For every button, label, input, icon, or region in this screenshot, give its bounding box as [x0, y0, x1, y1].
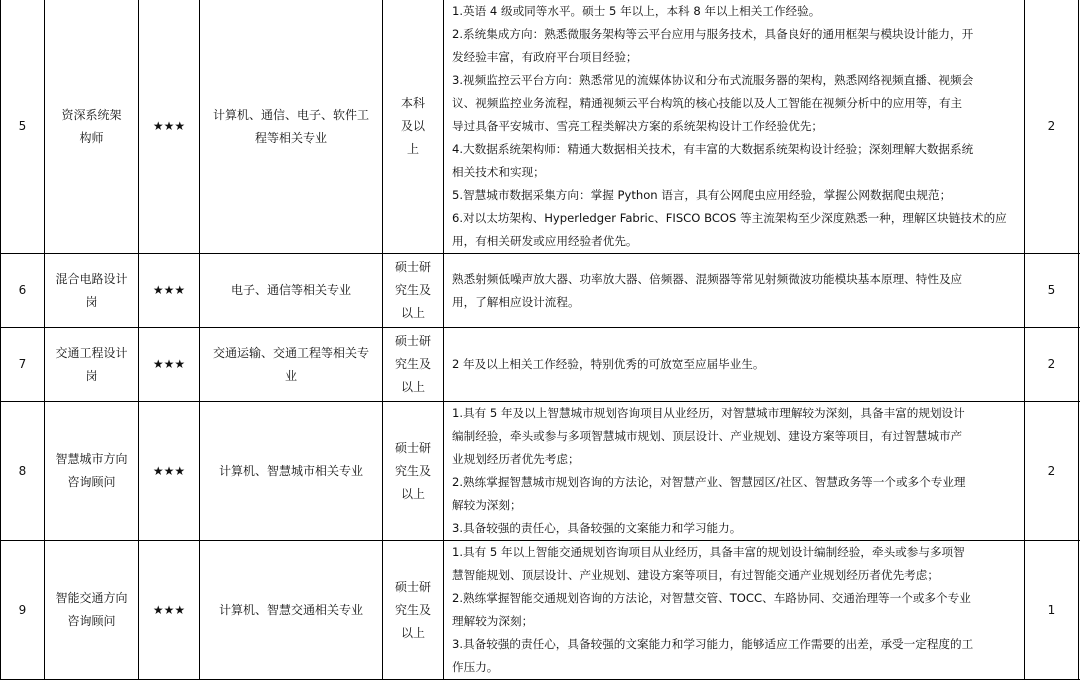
education-requirement: [383, 254, 444, 328]
description-line: 2.系统集成方向：熟悉微服务架构等云平台应用与服务技术，具备良好的通用框架与模块设计能力，开: [452, 23, 1016, 46]
education-requirement: [383, 402, 444, 541]
description-line: 导过具备平安城市、雪亮工程类解决方案的系统架构设计工作经验优先；: [452, 115, 1016, 138]
job-description: [444, 402, 1025, 541]
description-line: 2 年及以上相关工作经验，特别优秀的可放宽至应届毕业生。: [452, 353, 1016, 376]
table-row: [1, 402, 1080, 541]
job-title: [45, 0, 139, 254]
description-line: 1.具有 5 年及以上智慧城市规划咨询项目从业经历，对智慧城市理解较为深刻，具备丰富的规划设计: [452, 402, 1016, 425]
major-text: 交通运输、交通工程等相关专业: [208, 342, 374, 388]
job-title: [45, 328, 139, 402]
job-description: [444, 541, 1025, 680]
description-line: 1.英语 4 级或同等水平。硕士 5 年以上，本科 8 年以上相关工作经验。: [452, 0, 1016, 23]
education-text: 硕士研究生及以上: [393, 437, 433, 506]
job-title: [45, 541, 139, 680]
description-line: 1.具有 5 年以上智能交通规划咨询项目从业经历，具备丰富的规划设计编制经验，牵头或参与多项智: [452, 541, 1016, 564]
headcount: 2: [1025, 402, 1079, 541]
job-title: [45, 402, 139, 541]
row-number: 6: [1, 254, 45, 328]
headcount: 5: [1025, 254, 1079, 328]
education-requirement: [383, 0, 444, 254]
education-text: 本科及以上: [398, 92, 428, 161]
job-title: [45, 254, 139, 328]
job-description: [444, 254, 1025, 328]
table-row: [1, 541, 1080, 680]
description-line: 2.熟练掌握智能交通规划咨询的方法论，对智慧交管、TOCC、车路协同、交通治理等一个或多个专业: [452, 587, 1016, 610]
description-line: 4.大数据系统架构师：精通大数据相关技术，有丰富的大数据系统架构设计经验；深刻理解大数据系统: [452, 138, 1016, 161]
job-title-text: 交通工程设计岗: [52, 342, 132, 388]
description-line: 6.对以太坊架构、Hyperledger Fabric、FISCO BCOS 等主流架构至少深度熟悉一种，理解区块链技术的应: [452, 207, 1016, 230]
major-requirement: 计算机、智慧交通相关专业: [200, 541, 383, 680]
job-title-text: 智能交通方向咨询顾问: [52, 587, 132, 633]
headcount: 1: [1025, 541, 1079, 680]
education-requirement: [383, 541, 444, 680]
description-line: 议、视频监控业务流程，精通视频云平台构筑的核心技能以及人工智能在视频分析中的应用等，有主: [452, 92, 1016, 115]
star-rating: ★★★: [139, 541, 200, 680]
description-line: 熟悉射频低噪声放大器、功率放大器、倍频器、混频器等常见射频微波功能模块基本原理、特性及应: [452, 268, 1016, 291]
row-number: 5: [1, 0, 45, 254]
description-line: 相关技术和实现；: [452, 161, 1016, 184]
description-line: 3.视频监控云平台方向：熟悉常见的流媒体协议和分布式流服务器的架构，熟悉网络视频直播、视频会: [452, 69, 1016, 92]
major-requirement: [200, 328, 383, 402]
education-text: 硕士研究生及以上: [393, 330, 433, 399]
job-title-text: 混合电路设计岗: [52, 268, 132, 314]
star-rating: ★★★: [139, 0, 200, 254]
table-row: [1, 328, 1080, 402]
description-line: 2.熟练掌握智慧城市规划咨询的方法论，对智慧产业、智慧园区/社区、智慧政务等一个或多个专业理: [452, 471, 1016, 494]
row-number: 8: [1, 402, 45, 541]
job-title-text: 资深系统架构师: [57, 104, 127, 150]
description-line: 慧智能规划、顶层设计、产业规划、建设方案等项目，有过智能交通产业规划经历者优先考虑；: [452, 564, 1016, 587]
star-rating: ★★★: [139, 254, 200, 328]
headcount: 2: [1025, 328, 1079, 402]
description-line: 用，了解相应设计流程。: [452, 291, 1016, 314]
description-line: 业规划经历者优先考虑；: [452, 448, 1016, 471]
description-line: 5.智慧城市数据采集方向：掌握 Python 语言，具有公网爬虫应用经验，掌握公网数据爬虫规范；: [452, 184, 1016, 207]
description-line: 3.具备较强的责任心，具备较强的文案能力和学习能力。: [452, 517, 1016, 540]
row-number: 9: [1, 541, 45, 680]
description-line: 用，有相关研发或应用经验者优先。: [452, 230, 1016, 253]
description-line: 发经验丰富，有政府平台项目经验；: [452, 46, 1016, 69]
table-row: [1, 0, 1080, 254]
row-number: 7: [1, 328, 45, 402]
description-line: 理解较为深刻；: [452, 610, 1016, 633]
description-line: 编制经验，牵头或参与多项智慧城市规划、顶层设计、产业规划、建设方案等项目，有过智慧城市产: [452, 425, 1016, 448]
table-body: [1, 0, 1080, 680]
star-rating: ★★★: [139, 402, 200, 541]
education-requirement: [383, 328, 444, 402]
major-text: 计算机、通信、电子、软件工程等相关专业: [208, 104, 374, 150]
job-title-text: 智慧城市方向咨询顾问: [52, 448, 132, 494]
description-line: 作压力。: [452, 656, 1016, 679]
major-requirement: 计算机、智慧城市相关专业: [200, 402, 383, 541]
job-description: [444, 328, 1025, 402]
education-text: 硕士研究生及以上: [393, 576, 433, 645]
star-rating: ★★★: [139, 328, 200, 402]
description-line: 解较为深刻；: [452, 494, 1016, 517]
table-row: [1, 254, 1080, 328]
major-requirement: [200, 0, 383, 254]
headcount: 2: [1025, 0, 1079, 254]
education-text: 硕士研究生及以上: [393, 256, 433, 325]
major-requirement: 电子、通信等相关专业: [200, 254, 383, 328]
job-description: [444, 0, 1025, 254]
description-line: 3.具备较强的责任心，具备较强的文案能力和学习能力，能够适应工作需要的出差，承受一定程度的工: [452, 633, 1016, 656]
